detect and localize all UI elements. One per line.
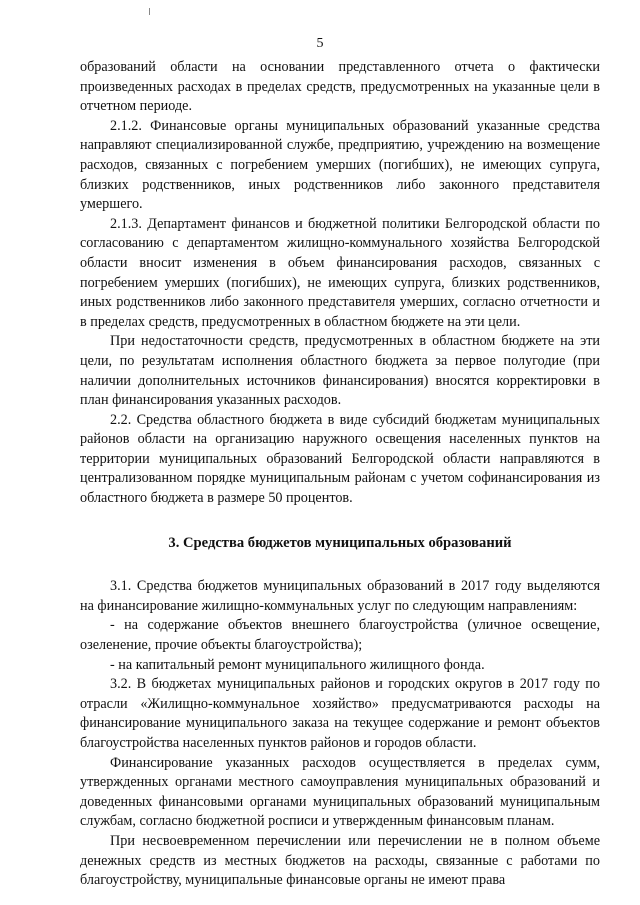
paragraph: 3.2. В бюджетах муниципальных районов и городских округов в 2017 году по отрасли «Жилищно-коммунальное хозяйство» предусматриваются расходы на финансирование муниципального заказа на текущее содержание и ремонт объектов благоустройства населенных пунктов районов и городов области. <box>80 676 600 751</box>
paragraph: 2.1.3. Департамент финансов и бюджетной политики Белгородской области по согласованию с департаментом жилищно-коммунального хозяйства Белгородской области вносит изменения в объем финансирования расходов, связанных с погребением умерших (погибших), не имеющих супруга, близких родственников, иных родственников либо законного представителя умерших, согласно отчетности и в пределах средств, предусмотренных в областном бюджете на эти цели. <box>80 215 600 330</box>
paragraph: 2.2. Средства областного бюджета в виде субсидий бюджетам муниципальных районов области на организацию наружного освещения населенных пунктов на территории муниципальных образований Белгородской области направляются в централизованном порядке муниципальным районам с учетом софинансирования из областного бюджета в размере 50 процентов. <box>80 411 600 507</box>
list-item: - на капитальный ремонт муниципального жилищного фонда. <box>110 656 485 673</box>
paragraph: Финансирование указанных расходов осуществляется в пределах сумм, утвержденных органами местного самоуправления муниципальных образований и доведенных финансовыми органами муниципальных образований муниципальным службам, согласно бюджетной росписи и утвержденным финансовым планам. <box>80 754 600 830</box>
document-body <box>80 58 600 891</box>
paragraph: 3.1. Средства бюджетов муниципальных образований в 2017 году выделяются на финансирование жилищно-коммунальных услуг по следующим направлениям: <box>80 578 600 614</box>
section-heading: 3. Средства бюджетов муниципальных образований <box>168 534 512 551</box>
scan-mark <box>149 8 150 15</box>
paragraph: При недостаточности средств, предусмотренных в областном бюджете на эти цели, по результатам исполнения областного бюджета за первое полугодие (при наличии дополнительных источников финансирования) вносятся корректировки в план финансирования указанных расходов. <box>80 333 600 409</box>
paragraph: 2.1.2. Финансовые органы муниципальных образований указанные средства направляют специализированной службе, предприятию, учреждению на возмещение расходов, связанных с погребением умерших (погибших), не имеющих супруга, близких родственников, иных родственников либо законного представителя умершего. <box>80 117 600 213</box>
list-item: - на содержание объектов внешнего благоустройства (уличное освещение, озеленение, прочие объекты благоустройства); <box>80 617 600 654</box>
page-number: 5 <box>316 36 324 51</box>
paragraph: При несвоевременном перечислении или перечислении не в полном объеме денежных средств из местных бюджетов на расходы, связанные с работами по благоустройству, муниципальные финансовые органы не имеют права <box>80 832 600 889</box>
paragraph: образований области на основании представленного отчета о фактически произведенных расходах в пределах средств, предусмотренных на указанные цели в отчетном периоде. <box>80 59 600 115</box>
